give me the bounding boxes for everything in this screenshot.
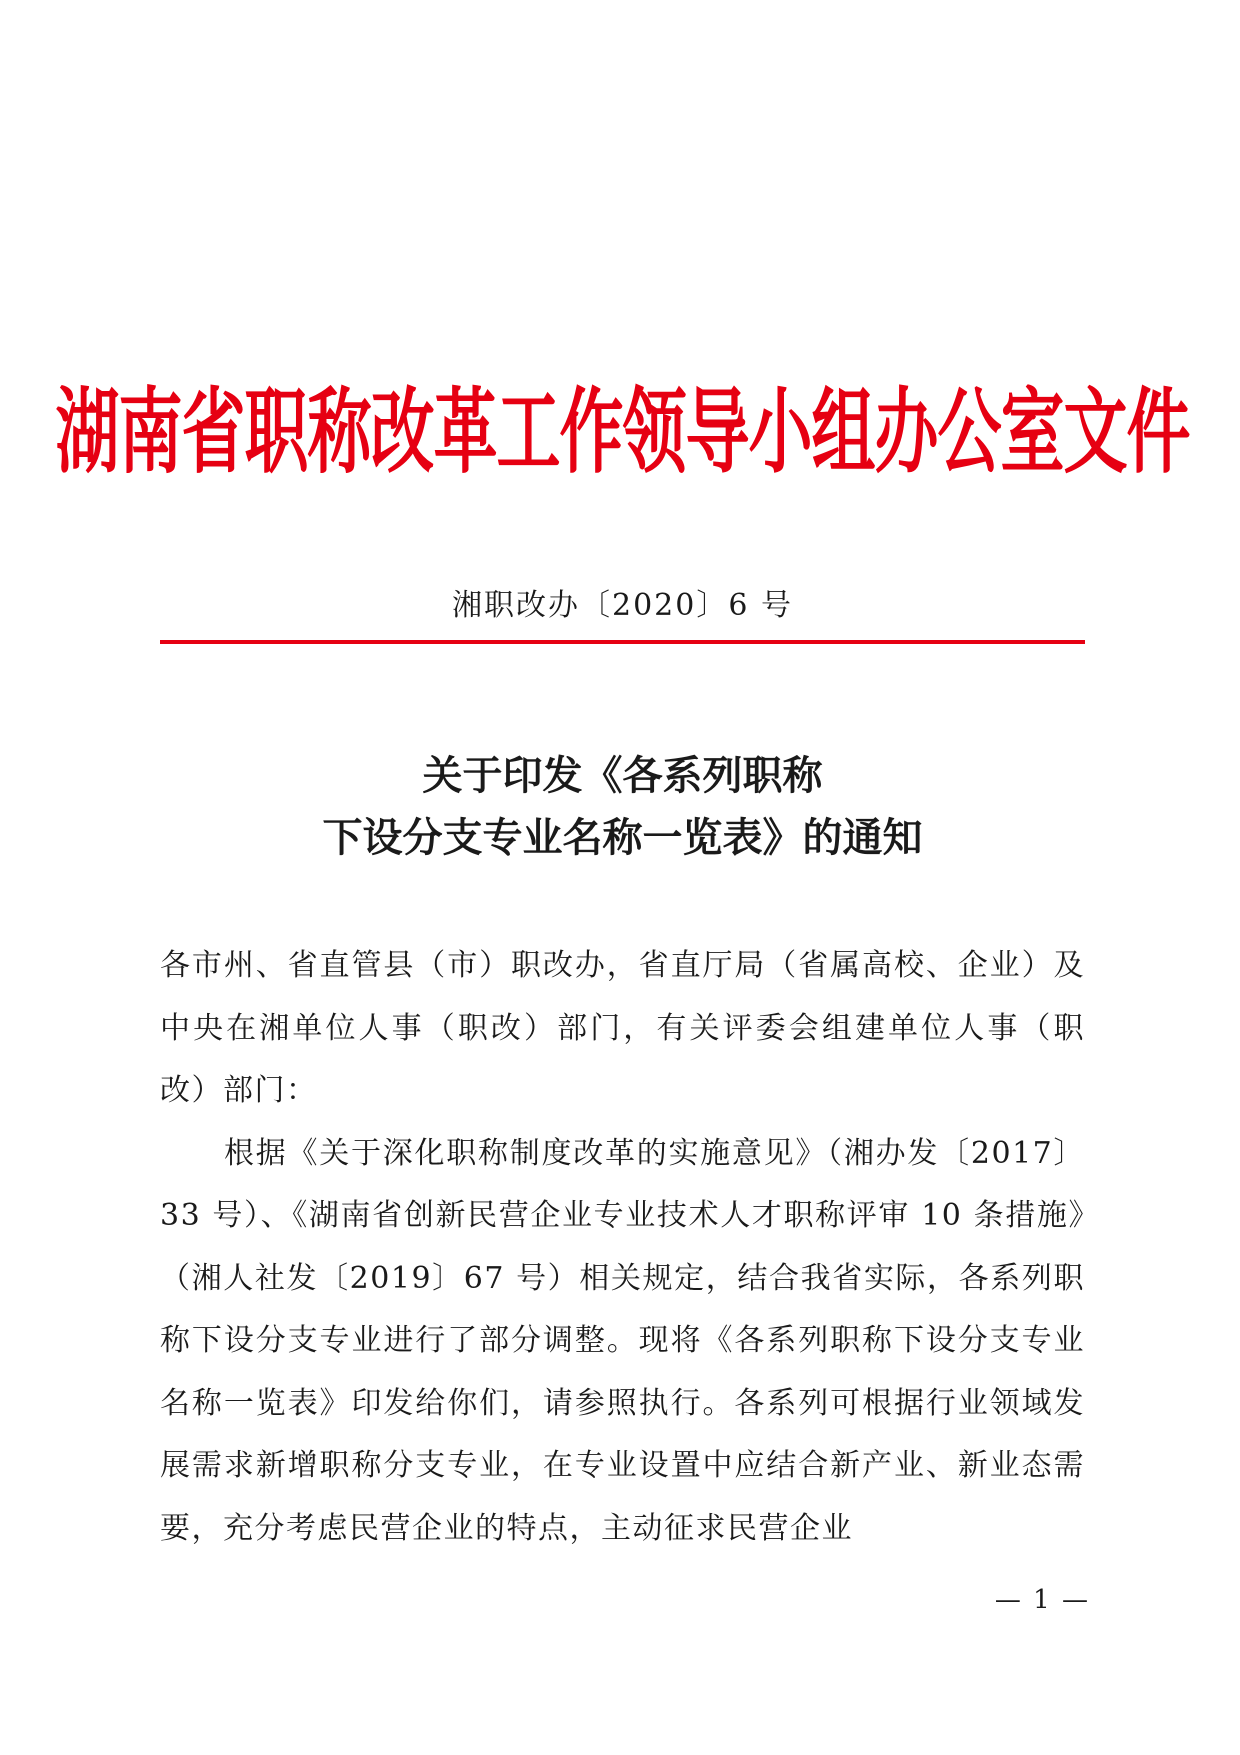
red-divider-line (160, 640, 1085, 644)
body-paragraph-1: 根据《关于深化职称制度改革的实施意见》（湘办发〔2017〕33 号）、《湖南省创新民营企业专业技术人才职称评审 10 条措施》（湘人社发〔2019〕67 号）相关规定，结合我省实际，各系列职称下设分支专业进行了部分调整。现将《各系列职称下设分支专业名称一览表》印发给你们，请参照执行。各系列可根据行业领域发展需求新增职称分支专业，在专业设置中应结合新产业、新业态需要，充分考虑民营企业的特点，主动征求民营企业 (160, 1135, 1085, 1546)
notice-body (160, 935, 1085, 1560)
notice-title-line-2: 下设分支专业名称一览表》的通知 (322, 815, 923, 861)
masthead-title: 湖南省职称改革工作领导小组办公室文件 (55, 380, 1190, 488)
addressee-paragraph: 各市州、省直管县（市）职改办，省直厅局（省属高校、企业）及中央在湘单位人事（职改）部门，有关评委会组建单位人事（职改）部门： (160, 948, 1085, 1108)
page-number: — 1 — (994, 1585, 1090, 1615)
notice-title (160, 745, 1085, 869)
document-number: 湘职改办〔2020〕6 号 (452, 588, 793, 623)
notice-title-line-1: 关于印发《各系列职称 (422, 753, 823, 799)
